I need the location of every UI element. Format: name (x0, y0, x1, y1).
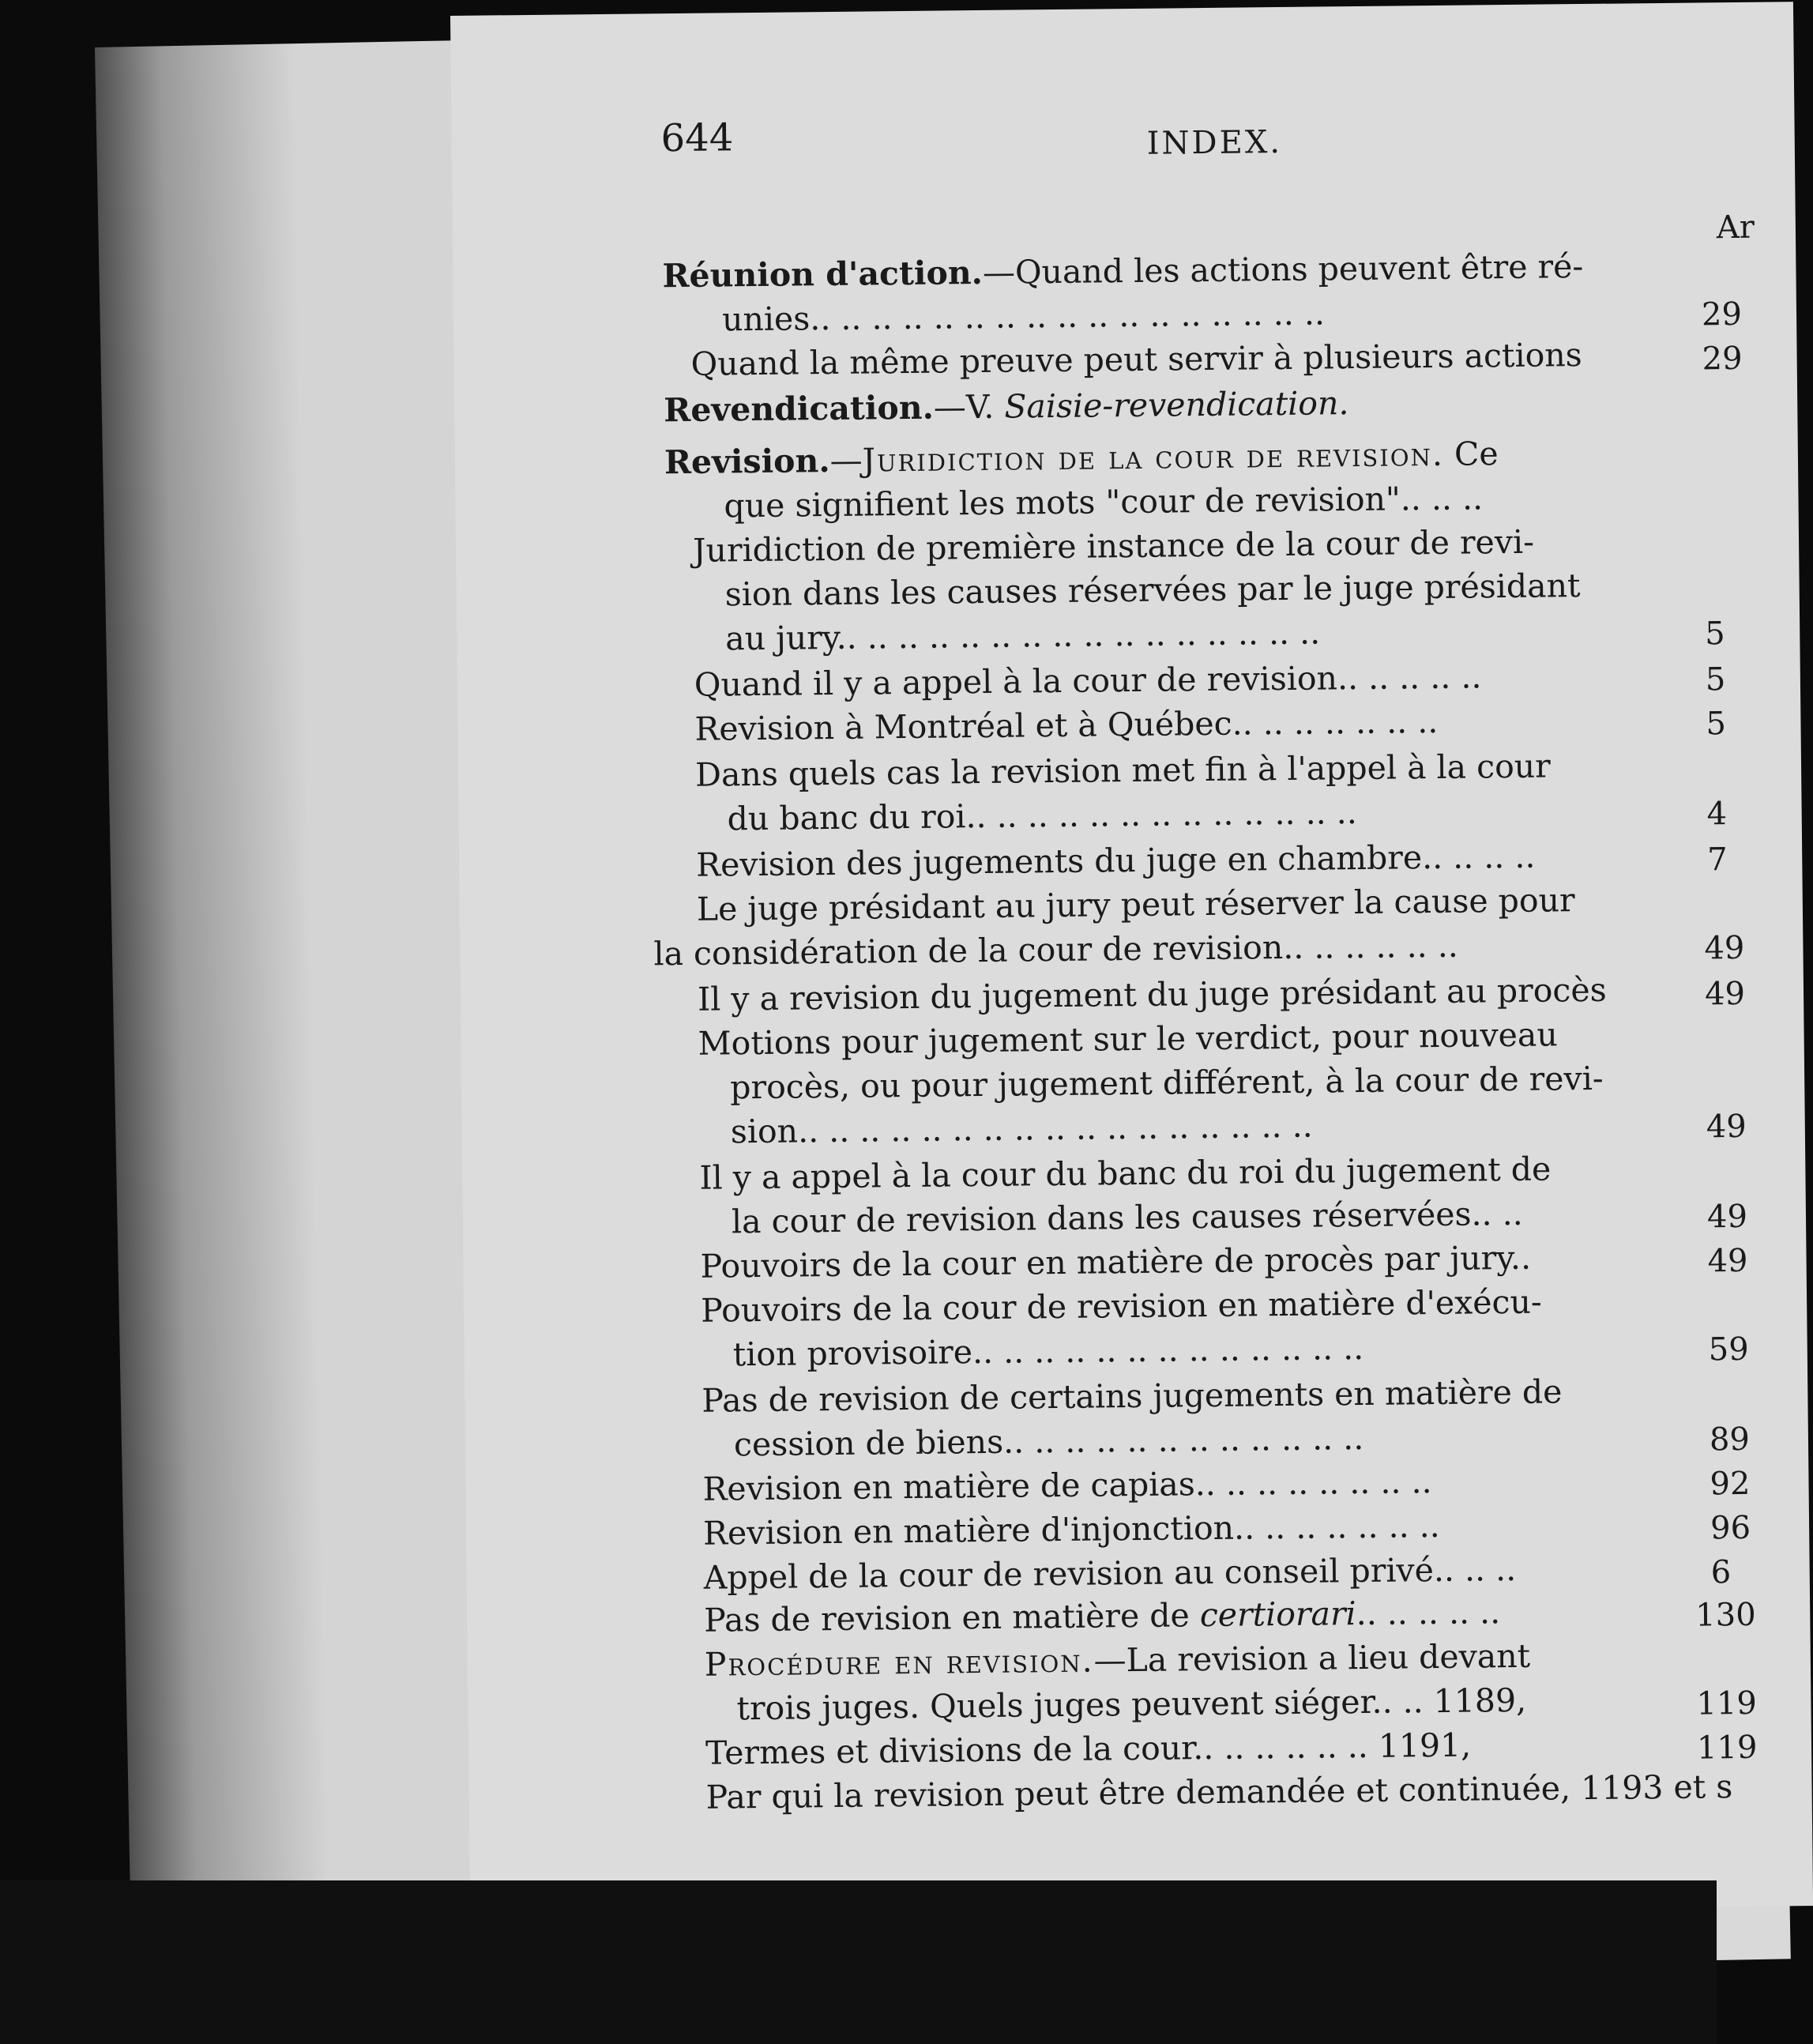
index-entry-revision (664, 436, 1691, 480)
entry-text: Pas de revision en matière de (704, 1596, 1201, 1639)
book-page (450, 2, 1813, 1920)
article-ref: 49 (1704, 929, 1745, 967)
entry-text: —V. (933, 387, 1005, 427)
entry-text: Juridiction de première instance de la cour de revi- (692, 522, 1535, 570)
running-head: INDEX. (1146, 123, 1283, 162)
index-line (702, 1462, 1729, 1506)
article-ref: 49 (1704, 975, 1746, 1013)
entry-text: du banc du roi.. .. .. .. .. .. .. .. .. .. .. .. .. (727, 793, 1357, 838)
entry-text: — (829, 441, 863, 480)
entry-text: Pas de revision de certains jugements en matière de (702, 1372, 1563, 1420)
article-ref: 92 (1710, 1465, 1751, 1503)
entry-text: Pouvoirs de la cour de revision en matière d'exécu- (700, 1282, 1542, 1330)
entry-text: —La revision a lieu devant (1093, 1636, 1531, 1680)
article-ref: 4 (1706, 796, 1728, 833)
article-ref: 59 (1708, 1331, 1749, 1368)
entry-text: Revision des jugements du juge en chambre.. .. .. .. (696, 837, 1536, 884)
article-ref: 5 (1705, 661, 1726, 698)
article-ref: 89 (1709, 1421, 1751, 1459)
index-line (695, 748, 1722, 792)
entry-text: sion.. .. .. .. .. .. .. .. .. .. .. .. .. .. .. .. .. (730, 1106, 1313, 1151)
index-line (694, 702, 1721, 746)
article-ref: 29 (1702, 340, 1743, 378)
entry-heading: Revendication. (663, 388, 935, 430)
entry-heading: Réunion d'action. (662, 253, 984, 295)
index-line (704, 1594, 1731, 1637)
article-ref: 7 (1707, 841, 1728, 879)
entry-text: Revision en matière d'injonction.. .. .. .. .. .. .. (702, 1506, 1440, 1553)
entry-text: la cour de revision dans les causes réservées.. .. (731, 1194, 1523, 1241)
entry-text: Dans quels cas la revision met fin à l'appel à la cour (694, 747, 1552, 794)
index-line (702, 1372, 1728, 1420)
entry-text: unies.. .. .. .. .. .. .. .. .. .. .. .. .. .. .. .. .. (721, 294, 1326, 339)
scan-shadow (0, 1880, 1717, 2044)
entry-text: Termes et divisions de la cour.. .. .. .. .. .. 1191, (705, 1726, 1472, 1772)
italic-term: certiorari (1199, 1594, 1356, 1635)
index-line (690, 337, 1717, 381)
index-line (731, 1105, 1758, 1149)
index-subheading-procedure (704, 1636, 1732, 1684)
entry-text: Il y a revision du jugement du juge présidant au procès (697, 970, 1607, 1018)
column-head: Ar (1716, 209, 1755, 247)
entry-heading: Revision. (664, 441, 830, 482)
cross-reference: Saisie-revendication. (1004, 384, 1349, 426)
index-entry-revendication (663, 384, 1691, 430)
entry-text: Appel de la cour de revision au conseil privé.. .. .. (703, 1549, 1517, 1597)
page-number: 644 (660, 115, 734, 161)
entry-text: Quand il y a appel à la cour de revision.. .. .. .. .. (694, 657, 1482, 704)
index-line (692, 522, 1720, 570)
index-line (702, 1506, 1730, 1553)
entry-text: Revision en matière de capias.. .. .. .. .. .. .. .. (702, 1462, 1432, 1508)
entry-text: Ce (1443, 435, 1499, 473)
index-line (730, 1061, 1757, 1105)
index-line (700, 1282, 1728, 1330)
entry-text: sion dans les causes réservées par le juge présidant (724, 567, 1581, 614)
entry-text: la considération de la cour de revision.. .. .. .. .. .. (653, 926, 1459, 973)
index-line (705, 1726, 1732, 1770)
subheading: Juridiction de la cour de revision. (862, 435, 1445, 480)
article-ref: 6 (1710, 1554, 1732, 1591)
article-ref: 5 (1706, 706, 1727, 743)
entry-text: Quand la même preuve peut servir à plusieurs actions (690, 336, 1582, 383)
index-line (725, 612, 1752, 656)
entry-text: .. .. .. .. .. (1356, 1593, 1501, 1633)
entry-text: procès, ou pour jugement différent, à la cour de revi- (729, 1059, 1604, 1107)
entry-text: Motions pour jugement sur le verdict, pour nouveau (698, 1015, 1559, 1063)
index-line (732, 1195, 1758, 1239)
index-line (653, 928, 1680, 971)
article-ref: 119 (1696, 1685, 1758, 1722)
article-ref: 29 (1701, 295, 1743, 333)
index-line (722, 293, 1749, 337)
article-ref: 49 (1706, 1108, 1747, 1146)
index-line (703, 1549, 1731, 1597)
article-ref: 130 (1695, 1596, 1756, 1634)
article-ref: 5 (1705, 615, 1725, 653)
index-line (697, 883, 1724, 926)
index-line (705, 1767, 1733, 1816)
index-line (696, 838, 1723, 882)
subheading: Procédure en revision. (704, 1641, 1094, 1684)
entry-text: Pouvoirs de la cour en matière de procès par jury.. (700, 1238, 1532, 1285)
entry-text: Il y a appel à la cour du banc du roi du jugement de (699, 1150, 1552, 1197)
entry-text: cession de biens.. .. .. .. .. .. .. .. .. .. .. .. (733, 1418, 1364, 1464)
entry-text: —Quand les actions peuvent être ré- (982, 247, 1584, 292)
entry-text: trois juges. Quels juges peuvent siéger.. .. 1189, (736, 1681, 1527, 1728)
entry-text: Le juge présidant au jury peut réserver la cause pour (696, 881, 1575, 928)
index-line (698, 1015, 1725, 1063)
index-entry-reunion (662, 247, 1689, 295)
index-line (699, 1151, 1726, 1195)
index-line (724, 480, 1751, 523)
article-ref: 96 (1710, 1509, 1751, 1547)
entry-text: tion provisoire.. .. .. .. .. .. .. .. .. .. .. .. .. (732, 1328, 1364, 1374)
index-line (734, 1418, 1761, 1462)
entry-text: Par qui la revision peut être demandée et continuée, 1193 et s (705, 1767, 1733, 1816)
index-line (724, 568, 1751, 612)
index-line (736, 1682, 1763, 1726)
article-ref: 119 (1696, 1729, 1758, 1767)
entry-text: que signifient les mots "cour de revision".. .. .. (724, 479, 1484, 525)
article-ref: 49 (1707, 1242, 1748, 1280)
article-ref: 49 (1706, 1198, 1748, 1236)
index-line (700, 1240, 1727, 1283)
index-line (733, 1328, 1760, 1372)
index-line (727, 792, 1754, 836)
entry-text: Revision à Montréal et à Québec.. .. .. .. .. .. .. (694, 702, 1439, 748)
index-line (697, 970, 1725, 1018)
index-line (694, 658, 1721, 702)
entry-text: au jury.. .. .. .. .. .. .. .. .. .. .. .. .. .. .. .. (725, 613, 1321, 658)
